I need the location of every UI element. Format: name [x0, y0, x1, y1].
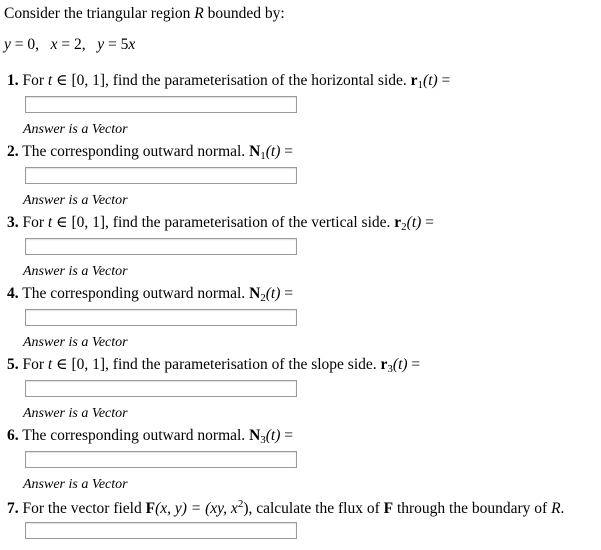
question-4 — [7, 285, 293, 305]
var-t: t — [47, 72, 53, 89]
function-arg: (t) — [265, 143, 281, 160]
answer-type-note: Answer is a Vector — [23, 264, 128, 279]
question-number: 2. — [7, 143, 19, 160]
boundary-equations — [4, 36, 135, 55]
answer-input-1[interactable] — [25, 96, 297, 113]
question-text: For — [18, 214, 48, 231]
equals-sign: = — [437, 72, 451, 89]
region-symbol: R — [194, 5, 204, 22]
question-number: 1. — [7, 72, 19, 89]
vector-symbol: N — [249, 427, 261, 444]
function-arg: (t) — [265, 285, 281, 302]
subscript: 2 — [260, 292, 266, 304]
eq-part: = 2, — [57, 36, 98, 53]
answer-input-6[interactable] — [25, 451, 297, 468]
question-1 — [7, 72, 450, 92]
equals-sign: = — [280, 285, 294, 302]
answer-type-note: Answer is a Vector — [23, 406, 128, 421]
eq-part: = 0, — [10, 36, 51, 53]
vector-field-symbol: F — [383, 500, 394, 517]
question-number: 6. — [7, 427, 19, 444]
subscript: 2 — [401, 221, 407, 233]
var-y: y — [97, 36, 105, 53]
var-y: y — [4, 36, 11, 53]
question-6 — [7, 427, 293, 447]
equals-sign: = — [280, 143, 294, 160]
question-text: through the boundary of — [393, 500, 552, 517]
answer-input-3[interactable] — [25, 238, 297, 255]
question-text: ), calculate the flux of — [243, 500, 384, 517]
question-number: 4. — [7, 285, 19, 302]
question-text: ∈ [0, 1], find the parameterisation of the horizontal side. — [52, 72, 411, 89]
vector-symbol: r — [410, 72, 418, 89]
question-text: The corresponding outward normal. — [18, 427, 250, 444]
equals-sign: = — [407, 356, 421, 373]
answer-input-5[interactable] — [25, 380, 297, 397]
equals-sign: = — [280, 427, 294, 444]
question-text: For — [18, 72, 48, 89]
question-number: 3. — [7, 214, 19, 231]
question-3 — [7, 214, 434, 234]
subscript: 1 — [260, 150, 266, 162]
function-arg: (t) — [265, 427, 281, 444]
subscript: 1 — [417, 79, 424, 91]
question-number: 7. — [7, 500, 19, 517]
var-t: t — [47, 214, 53, 231]
answer-type-note: Answer is a Vector — [23, 335, 128, 350]
intro-text — [4, 5, 285, 24]
superscript: 2 — [237, 498, 244, 510]
var-x: x — [50, 36, 58, 53]
subscript: 3 — [387, 363, 393, 375]
var-x: x — [128, 36, 136, 53]
answer-type-note: Answer is a Vector — [23, 477, 128, 492]
question-text: . — [560, 500, 565, 517]
eq-part: = 5 — [104, 36, 129, 53]
question-7 — [7, 498, 564, 519]
answer-input-7[interactable] — [25, 522, 297, 539]
function-arg: (t) — [423, 72, 438, 89]
field-definition: (x, y) = (xy, x — [155, 500, 238, 517]
question-number: 5. — [7, 356, 19, 373]
intro-part: bounded by: — [203, 5, 285, 22]
answer-input-2[interactable] — [25, 167, 297, 184]
function-arg: (t) — [406, 214, 422, 231]
intro-part: Consider the triangular region — [4, 5, 195, 22]
question-text: The corresponding outward normal. — [18, 143, 250, 160]
question-text: ∈ [0, 1], find the parameterisation of the vertical side. — [52, 214, 395, 231]
vector-field-symbol: F — [145, 500, 156, 517]
vector-symbol: N — [249, 285, 261, 302]
vector-symbol: N — [249, 143, 261, 160]
question-text: For the vector field — [18, 500, 146, 517]
question-text: ∈ [0, 1], find the parameterisation of the slope side. — [52, 356, 381, 373]
answer-input-4[interactable] — [25, 309, 297, 326]
equals-sign: = — [421, 214, 434, 231]
answer-type-note: Answer is a Vector — [23, 122, 128, 137]
question-5 — [7, 356, 420, 376]
question-2 — [7, 143, 293, 163]
vector-symbol: r — [380, 356, 388, 373]
question-text: For — [18, 356, 48, 373]
subscript: 3 — [260, 434, 266, 446]
vector-symbol: r — [394, 214, 402, 231]
var-t: t — [47, 356, 53, 373]
question-text: The corresponding outward normal. — [18, 285, 250, 302]
region-symbol: R — [551, 500, 561, 517]
answer-type-note: Answer is a Vector — [23, 193, 128, 208]
function-arg: (t) — [392, 356, 408, 373]
